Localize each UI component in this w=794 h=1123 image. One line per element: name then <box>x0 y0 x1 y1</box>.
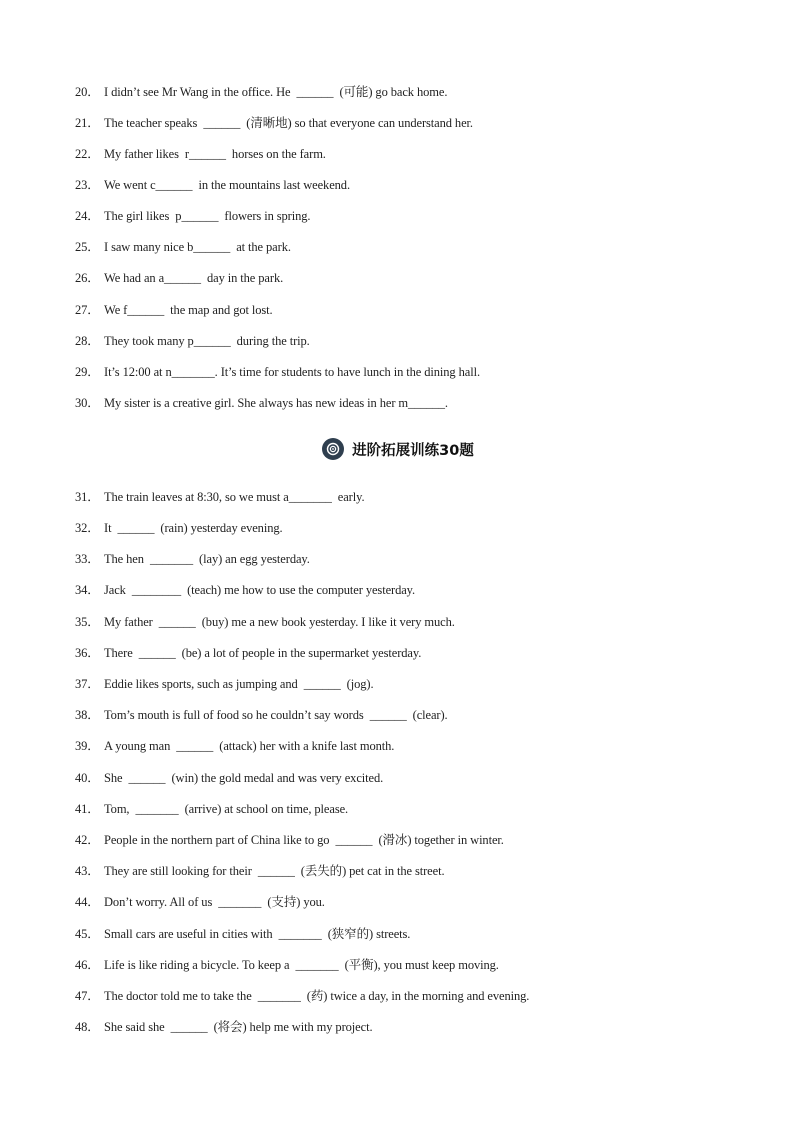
question-number: 27． <box>75 303 100 317</box>
question-text: Don’t worry. All of us _______ (支持) you. <box>104 895 325 909</box>
question-43 <box>75 863 444 879</box>
question-text: There ______ (be) a lot of people in the supermarket yesterday. <box>104 646 422 660</box>
question-text: We f______ the map and got lost. <box>104 303 273 317</box>
question-number: 34． <box>75 583 100 597</box>
question-number: 23． <box>75 178 100 192</box>
question-number: 21． <box>75 116 100 130</box>
question-text: Jack ________ (teach) me how to use the computer yesterday. <box>104 583 416 597</box>
question-32 <box>75 520 283 536</box>
question-text: She said she ______ (将会) help me with my project. <box>104 1020 373 1034</box>
question-text: A young man ______ (attack) her with a knife last month. <box>104 739 395 753</box>
question-38 <box>75 707 448 723</box>
question-text: Tom, _______ (arrive) at school on time, please. <box>104 802 349 816</box>
question-30 <box>75 395 448 411</box>
section-title: 进阶拓展训练30题 <box>352 442 474 459</box>
question-45 <box>75 926 410 942</box>
question-44 <box>75 894 325 910</box>
question-41 <box>75 801 348 817</box>
question-39 <box>75 738 394 754</box>
question-text: My sister is a creative girl. She always has new ideas in her m______. <box>104 396 448 410</box>
question-text: My father likes r______ horses on the farm. <box>104 147 326 161</box>
question-26 <box>75 270 283 286</box>
question-number: 31． <box>75 490 100 504</box>
question-42 <box>75 832 504 848</box>
question-text: Life is like riding a bicycle. To keep a _______ (平衡), you must keep moving. <box>104 958 499 972</box>
question-number: 39． <box>75 739 100 753</box>
question-47 <box>75 988 529 1004</box>
question-text: We went c______ in the mountains last weekend. <box>104 178 350 192</box>
question-text: The teacher speaks ______ (清晰地) so that everyone can understand her. <box>104 116 473 130</box>
question-text: She ______ (win) the gold medal and was very excited. <box>104 771 384 785</box>
question-number: 47． <box>75 989 100 1003</box>
question-number: 25． <box>75 240 100 254</box>
question-text: The hen _______ (lay) an egg yesterday. <box>104 552 310 566</box>
question-text: Small cars are useful in cities with _______ (狭窄的) streets. <box>104 927 411 941</box>
question-number: 38． <box>75 708 100 722</box>
question-21 <box>75 115 473 131</box>
question-number: 48． <box>75 1020 100 1034</box>
question-number: 41． <box>75 802 100 816</box>
question-number: 44． <box>75 895 100 909</box>
question-number: 28． <box>75 334 100 348</box>
question-33 <box>75 551 310 567</box>
question-number: 32． <box>75 521 100 535</box>
question-text: It’s 12:00 at n_______. It’s time for students to have lunch in the dining hall. <box>104 365 480 379</box>
question-text: The train leaves at 8:30, so we must a_______ early. <box>104 490 365 504</box>
question-text: Eddie likes sports, such as jumping and ______ (jog). <box>104 677 374 691</box>
question-35 <box>75 614 455 630</box>
question-number: 35． <box>75 615 100 629</box>
question-20 <box>75 84 447 100</box>
question-number: 24． <box>75 209 100 223</box>
question-number: 20． <box>75 85 100 99</box>
question-24 <box>75 208 310 224</box>
question-text: The doctor told me to take the _______ (药) twice a day, in the morning and evening. <box>104 989 530 1003</box>
question-text: They are still looking for their ______ (丢失的) pet cat in the street. <box>104 864 445 878</box>
question-text: I saw many nice b______ at the park. <box>104 240 291 254</box>
question-text: We had an a______ day in the park. <box>104 271 284 285</box>
question-23 <box>75 177 350 193</box>
question-25 <box>75 239 291 255</box>
question-29 <box>75 364 480 380</box>
question-number: 30． <box>75 396 100 410</box>
question-number: 45． <box>75 927 100 941</box>
question-number: 43． <box>75 864 100 878</box>
question-number: 42． <box>75 833 100 847</box>
question-number: 36． <box>75 646 100 660</box>
question-text: People in the northern part of China like to go ______ (滑冰) together in winter. <box>104 833 504 847</box>
target-icon <box>322 438 344 460</box>
question-number: 33． <box>75 552 100 566</box>
question-36 <box>75 645 421 661</box>
question-40 <box>75 770 383 786</box>
question-27 <box>75 302 273 318</box>
question-34 <box>75 582 415 598</box>
question-text: My father ______ (buy) me a new book yesterday. I like it very much. <box>104 615 455 629</box>
question-text: The girl likes p______ flowers in spring. <box>104 209 311 223</box>
question-number: 37． <box>75 677 100 691</box>
question-number: 46． <box>75 958 100 972</box>
question-number: 22． <box>75 147 100 161</box>
section-heading <box>0 438 794 460</box>
question-46 <box>75 957 499 973</box>
question-number: 29． <box>75 365 100 379</box>
question-31 <box>75 489 364 505</box>
question-number: 40． <box>75 771 100 785</box>
question-22 <box>75 146 326 162</box>
question-28 <box>75 333 310 349</box>
question-48 <box>75 1019 372 1035</box>
question-text: Tom’s mouth is full of food so he couldn’t say words ______ (clear). <box>104 708 448 722</box>
question-37 <box>75 676 373 692</box>
question-number: 26． <box>75 271 100 285</box>
question-text: They took many p______ during the trip. <box>104 334 310 348</box>
question-text: I didn’t see Mr Wang in the office. He ______ (可能) go back home. <box>104 85 448 99</box>
question-text: It ______ (rain) yesterday evening. <box>104 521 283 535</box>
